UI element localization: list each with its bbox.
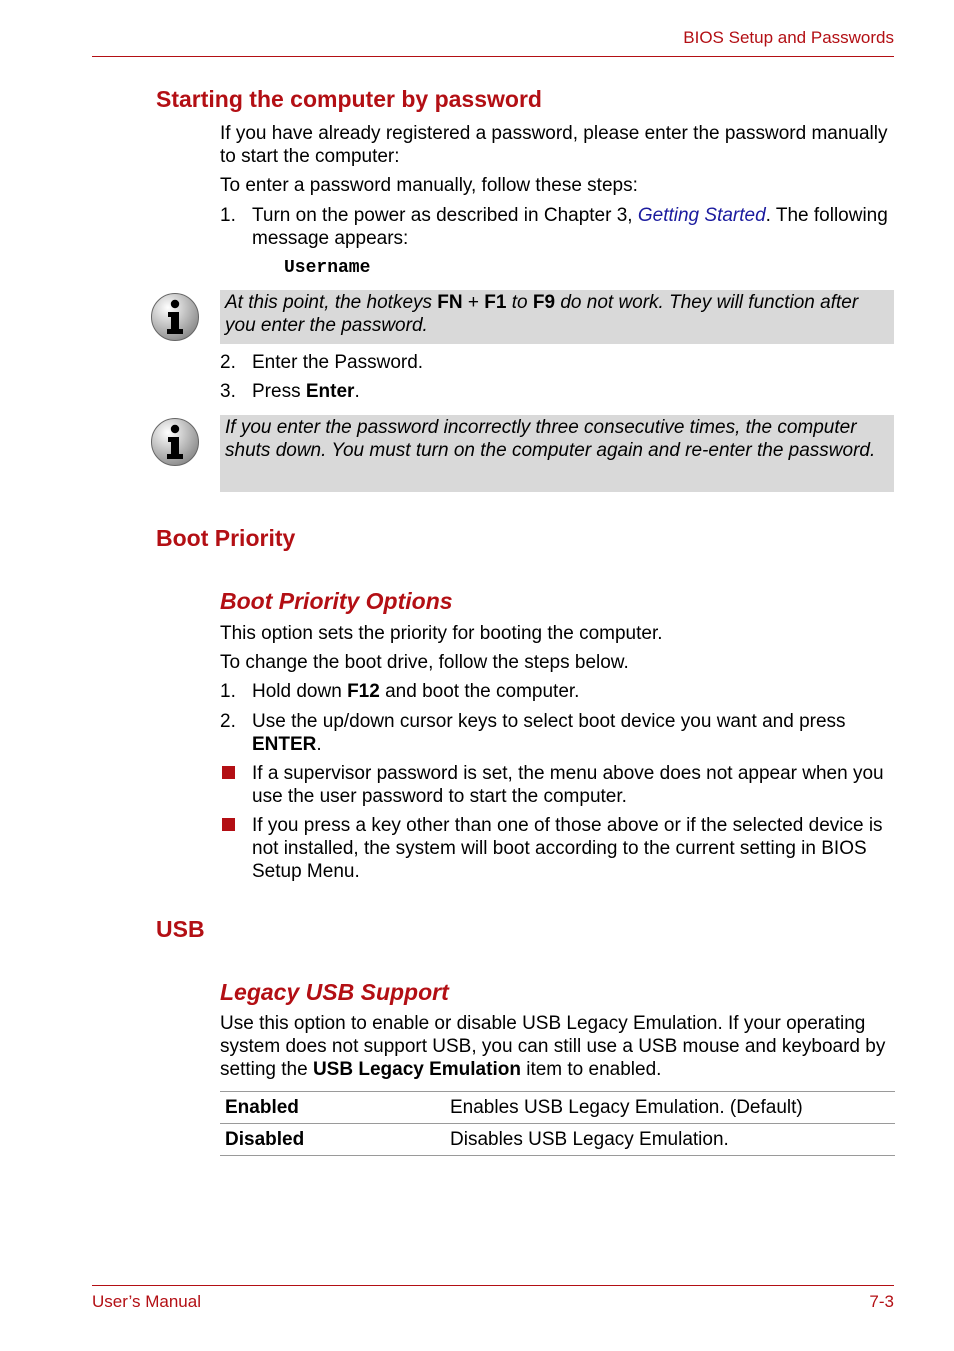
bullet-square-icon: [222, 766, 235, 779]
subheading-legacy-usb-support: Legacy USB Support: [220, 979, 449, 1005]
option-name: Disabled: [220, 1124, 445, 1156]
subheading-boot-priority-options: Boot Priority Options: [220, 588, 453, 614]
footer-manual-title: User’s Manual: [92, 1292, 201, 1311]
list-item-step-1: 1. Turn on the power as described in Chapter 3, Getting Started. The following message appears:: [220, 205, 888, 249]
option-description: Disables USB Legacy Emulation.: [445, 1124, 895, 1156]
getting-started-link[interactable]: Getting Started: [637, 205, 766, 226]
bullet-square-icon: [222, 818, 235, 831]
heading-starting-by-password: Starting the computer by password: [156, 86, 542, 112]
running-header: BIOS Setup and Passwords: [683, 28, 894, 47]
paragraph-password-intro: If you have already registered a password, please enter the password manually to start the computer:: [220, 123, 888, 167]
heading-usb: USB: [156, 916, 205, 942]
bullet-other-key: If you press a key other than one of those above or if the selected device is not installed, the system will boot according to the current setting in BIOS Setup Menu.: [220, 814, 894, 883]
message-username: Username: [284, 258, 371, 278]
bullet-supervisor-password: If a supervisor password is set, the menu above does not appear when you use the user password to start the computer.: [220, 762, 894, 808]
usb-options-table: [220, 1091, 895, 1156]
footer-rule: [92, 1285, 894, 1286]
list-item-boot-step-2: 2. Use the up/down cursor keys to select boot device you want and press ENTER.: [220, 711, 846, 755]
info-icon: [150, 292, 200, 342]
list-item-step-2: 2. Enter the Password.: [220, 352, 424, 373]
info-icon: [150, 417, 200, 467]
header-rule: [92, 56, 894, 57]
paragraph-boot-steps: To change the boot drive, follow the steps below.: [220, 652, 629, 673]
list-item-step-3: 3. Press Enter.: [220, 381, 360, 402]
list-item-boot-step-1: 1. Hold down F12 and boot the computer.: [220, 681, 580, 702]
page-number: 7-3: [869, 1292, 894, 1311]
paragraph-boot-intro: This option sets the priority for booting the computer.: [220, 623, 663, 644]
table-row: [220, 1124, 895, 1156]
note-hotkeys: At this point, the hotkeys FN + F1 to F9 do not work. They will function after you enter the password.: [220, 290, 894, 344]
paragraph-password-steps: To enter a password manually, follow these steps:: [220, 175, 638, 196]
option-name: Enabled: [220, 1092, 445, 1124]
note-password-incorrect: If you enter the password incorrectly three consecutive times, the computer shuts down. You must turn on the computer again and re-enter the password.: [220, 415, 894, 492]
heading-boot-priority: Boot Priority: [156, 525, 296, 551]
table-row: [220, 1092, 895, 1124]
option-description: Enables USB Legacy Emulation. (Default): [445, 1092, 895, 1124]
paragraph-usb: Use this option to enable or disable USB Legacy Emulation. If your operating system does not support USB, you can still use a USB mouse and keyboard by setting the USB Legacy Emulation item to enabled.: [220, 1013, 886, 1080]
